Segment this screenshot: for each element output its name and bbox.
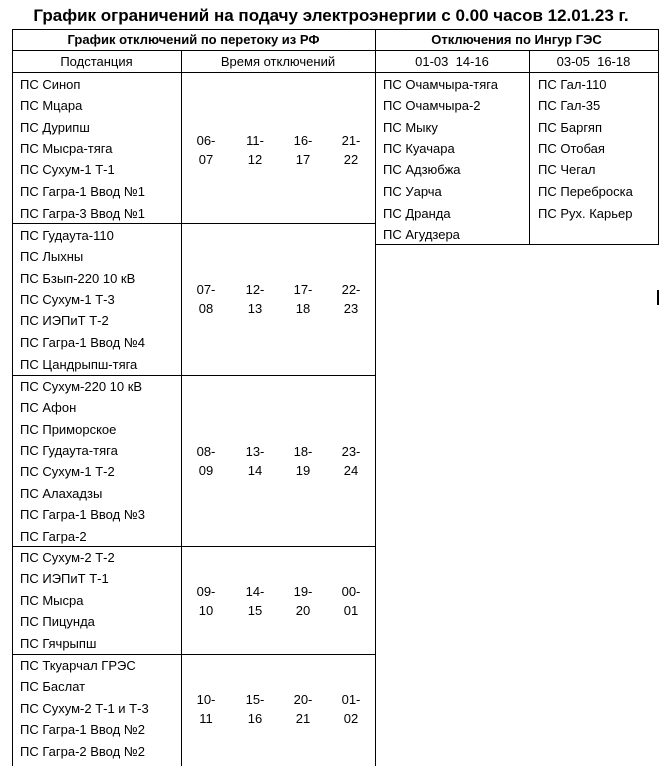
- station-name: ПС ИЭПиТ Т-1: [20, 571, 109, 586]
- station-name: ПС Куачара: [383, 141, 455, 156]
- rf-table-right-border: [375, 29, 376, 766]
- station-name: ПС Сухум-220 10 кВ: [20, 379, 143, 394]
- outage-time: 17- 18: [293, 282, 313, 316]
- outage-time: 00- 01: [341, 584, 361, 618]
- station-name: ПС Сухум-1 Т-2: [20, 464, 115, 479]
- ingur-table-right-border: [658, 29, 659, 245]
- outage-time: 07- 08: [196, 282, 216, 316]
- ingur-col1-times: 01-03 14-16: [415, 54, 489, 69]
- outage-time: 21- 22: [341, 133, 361, 167]
- station-name: ПС Баргяп: [538, 120, 603, 135]
- outage-time: 15- 16: [245, 692, 265, 726]
- station-name: ПС Чегал: [538, 162, 596, 177]
- rf-table-left-border: [12, 29, 13, 766]
- station-name: ПС Дурипш: [20, 120, 90, 135]
- station-name: ПС ИЭПиТ Т-2: [20, 313, 109, 328]
- station-name: ПС Гал-35: [538, 98, 601, 113]
- rf-group-divider-3: [12, 546, 375, 547]
- station-name: ПС Гагра-2 Ввод №2: [20, 744, 146, 759]
- station-name: ПС Очамчыра-тяга: [383, 77, 498, 92]
- station-name: ПС Синоп: [20, 77, 81, 92]
- outage-time: 23- 24: [341, 444, 361, 478]
- outage-time: 12- 13: [245, 282, 265, 316]
- rf-group-divider-1: [12, 223, 375, 224]
- outage-time: 18- 19: [293, 444, 313, 478]
- ingur-table-bottom-border: [375, 244, 658, 245]
- station-name: ПС Гагра-3 Ввод №1: [20, 206, 146, 221]
- station-name: ПС Гудаута-тяга: [20, 443, 118, 458]
- rf-subheader-divider: [12, 72, 375, 73]
- station-name: ПС Переброска: [538, 184, 633, 199]
- outage-time: 20- 21: [293, 692, 313, 726]
- outage-time: 13- 14: [245, 444, 265, 478]
- station-name: ПС Ткуарчал ГРЭС: [20, 658, 136, 673]
- station-name: ПС Гудаута-110: [20, 228, 114, 243]
- ingur-header-divider: [375, 50, 658, 51]
- station-name: ПС Гячрыпш: [20, 636, 97, 651]
- station-name: ПС Отобая: [538, 141, 605, 156]
- station-name: ПС Мыку: [383, 120, 438, 135]
- outage-time: 10- 11: [196, 692, 216, 726]
- rf-group-divider-4: [12, 654, 375, 655]
- ingur-table-top-border: [375, 29, 658, 30]
- station-name: ПС Гагра-1 Ввод №3: [20, 507, 146, 522]
- station-name: ПС Агудзера: [383, 227, 460, 242]
- outage-time: 01- 02: [341, 692, 361, 726]
- station-name: ПС Дранда: [383, 206, 451, 221]
- rf-table-top-border: [12, 29, 375, 30]
- outage-time: 06- 07: [196, 133, 216, 167]
- rf-col-time-header: Время отключений: [220, 54, 336, 69]
- station-name: ПС Пицунда: [20, 614, 95, 629]
- rf-group-divider-2: [12, 375, 375, 376]
- station-name: ПС Гагра-2: [20, 529, 87, 544]
- station-name: ПС Мысра: [20, 593, 84, 608]
- rf-header-divider: [12, 50, 375, 51]
- outage-time: 11- 12: [246, 133, 264, 167]
- station-name: ПС Цандрыпш-тяга: [20, 357, 138, 372]
- station-name: ПС Гагра-1 Ввод №1: [20, 184, 146, 199]
- station-name: ПС Бзып-220 10 кВ: [20, 271, 136, 286]
- outage-time: 19- 20: [293, 584, 313, 618]
- outage-time: 09- 10: [196, 584, 216, 618]
- station-name: ПС Алахадзы: [20, 486, 103, 501]
- station-name: ПС Очамчыра-2: [383, 98, 481, 113]
- station-name: ПС Лыхны: [20, 249, 84, 264]
- station-name: ПС Афон: [20, 400, 77, 415]
- station-name: ПС Мцара: [20, 98, 83, 113]
- rf-table-header: График отключений по перетоку из РФ: [67, 32, 320, 47]
- ingur-col2-times: 03-05 16-18: [556, 54, 631, 69]
- ingur-table-header: Отключения по Ингур ГЭС: [431, 32, 602, 47]
- station-name: ПС Сухум-2 Т-1 и Т-3: [20, 701, 149, 716]
- station-name: ПС Сухум-1 Т-1: [20, 162, 115, 177]
- ingur-column-divider: [529, 50, 530, 244]
- ingur-subheader-divider: [375, 72, 658, 73]
- station-name: ПС Сухум-2 Т-2: [20, 550, 115, 565]
- station-name: ПС Гагра-1 Ввод №4: [20, 335, 146, 350]
- outage-time: 22- 23: [341, 282, 361, 316]
- rf-column-divider: [181, 50, 182, 766]
- rf-col-substation-header: Подстанция: [60, 54, 133, 69]
- station-name: ПС Адзюбжа: [383, 162, 461, 177]
- page-title: График ограничений на подачу электроэнергии с 0.00 часов 12.01.23 г.: [33, 6, 629, 25]
- station-name: ПС Рух. Карьер: [538, 206, 633, 221]
- text-cursor: [657, 290, 659, 305]
- outage-time: 08- 09: [196, 444, 216, 478]
- station-name: ПС Гагра-1 Ввод №2: [20, 722, 146, 737]
- station-name: ПС Мысра-тяга: [20, 141, 113, 156]
- outage-time: 14- 15: [245, 584, 265, 618]
- outage-time: 16- 17: [293, 133, 313, 167]
- station-name: ПС Сухум-1 Т-3: [20, 292, 115, 307]
- station-name: ПС Приморское: [20, 422, 117, 437]
- station-name: ПС Баслат: [20, 679, 86, 694]
- station-name: ПС Уарча: [383, 184, 442, 199]
- station-name: ПС Гал-110: [538, 77, 607, 92]
